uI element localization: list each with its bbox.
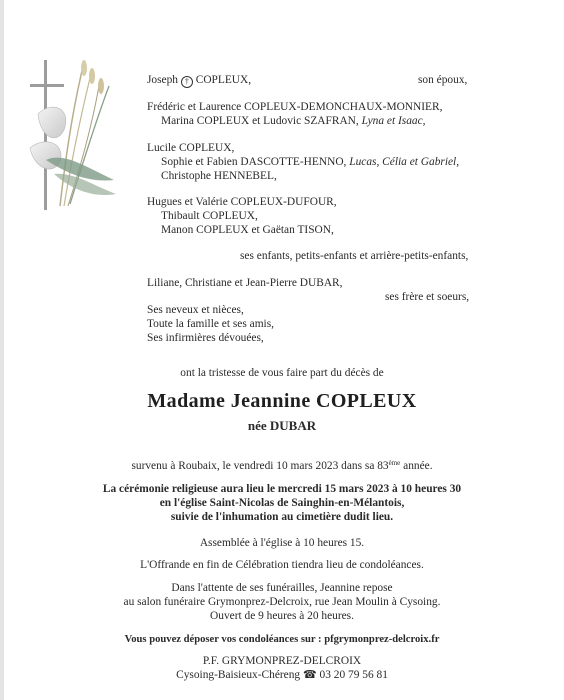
- family-line: Ses infirmières dévouées,: [147, 332, 264, 344]
- repose-line-2: au salon funéraire Grymonprez-Delcroix, rue Jean Moulin à Cysoing.: [123, 596, 441, 608]
- ceremony-line-2: en l'église Saint-Nicolas de Sainghin-en-Mélantois,: [159, 497, 405, 509]
- family-line: Toute la famille et ses amis,: [147, 318, 274, 330]
- repose-line-3: Ouvert de 9 heures à 20 heures.: [210, 610, 354, 622]
- deceased-name: Madame Jeannine COPLEUX: [147, 390, 417, 412]
- family-line: Sophie et Fabien DASCOTTE-HENNO, Lucas, Célia et Gabriel,: [161, 156, 460, 168]
- family-line: Lucile COPLEUX,: [147, 142, 235, 154]
- ceremony-line-1: La cérémonie religieuse aura lieu le mercredi 15 mars 2023 à 10 heures 30: [102, 483, 462, 495]
- siblings-role: ses frère et soeurs,: [385, 291, 470, 303]
- maiden-name: née DUBAR: [247, 418, 317, 433]
- family-line: Manon COPLEUX et Gaëtan TISON,: [161, 224, 334, 236]
- cross-lily-illustration: [24, 56, 119, 216]
- funeral-home-name: P.F. GRYMONPREZ-DELCROIX: [202, 655, 362, 667]
- family-line: Thibault COPLEUX,: [161, 210, 258, 222]
- ceremony-line-3: suivie de l'inhumation au cimetière dudit lieu.: [170, 511, 394, 523]
- family-line: Marina COPLEUX et Ludovic SZAFRAN, Lyna et Isaac,: [161, 115, 426, 127]
- family-line: Ses neveux et nièces,: [147, 304, 244, 316]
- funeral-home-contact: Cysoing-Baisieux-Chéreng ☎ 03 20 79 56 81: [176, 669, 388, 681]
- family-line: Frédéric et Laurence COPLEUX-DEMONCHAUX-MONNIER,: [147, 101, 443, 113]
- family-line: Liliane, Christiane et Jean-Pierre DUBAR,: [147, 277, 343, 289]
- family-line: Hugues et Valérie COPLEUX-DUFOUR,: [147, 196, 337, 208]
- deceased-cross-icon: †: [181, 76, 193, 88]
- family-line: Christophe HENNEBEL,: [161, 170, 277, 182]
- telephone-icon: ☎: [302, 669, 317, 681]
- family-line-joseph: Joseph † COPLEUX,: [147, 74, 252, 86]
- spouse-role: son époux,: [418, 74, 468, 86]
- death-details: survenu à Roubaix, le vendredi 10 mars 2023 dans sa 83ème année.: [131, 459, 433, 472]
- offering-text: L'Offrande en fin de Célébration tiendra lieu de condoléances.: [140, 559, 424, 571]
- condolences-link-text: Vous pouvez déposer vos condoléances sur : pfgrymonprez-delcroix.fr: [124, 634, 440, 645]
- announcement-text: ont la tristesse de vous faire part du décès de: [180, 367, 384, 379]
- repose-line-1: Dans l'attente de ses funérailles, Jeannine repose: [171, 582, 393, 594]
- children-role: ses enfants, petits-enfants et arrière-petits-enfants,: [240, 250, 469, 262]
- assembly-text: Assemblée à l'église à 10 heures 15.: [199, 537, 365, 549]
